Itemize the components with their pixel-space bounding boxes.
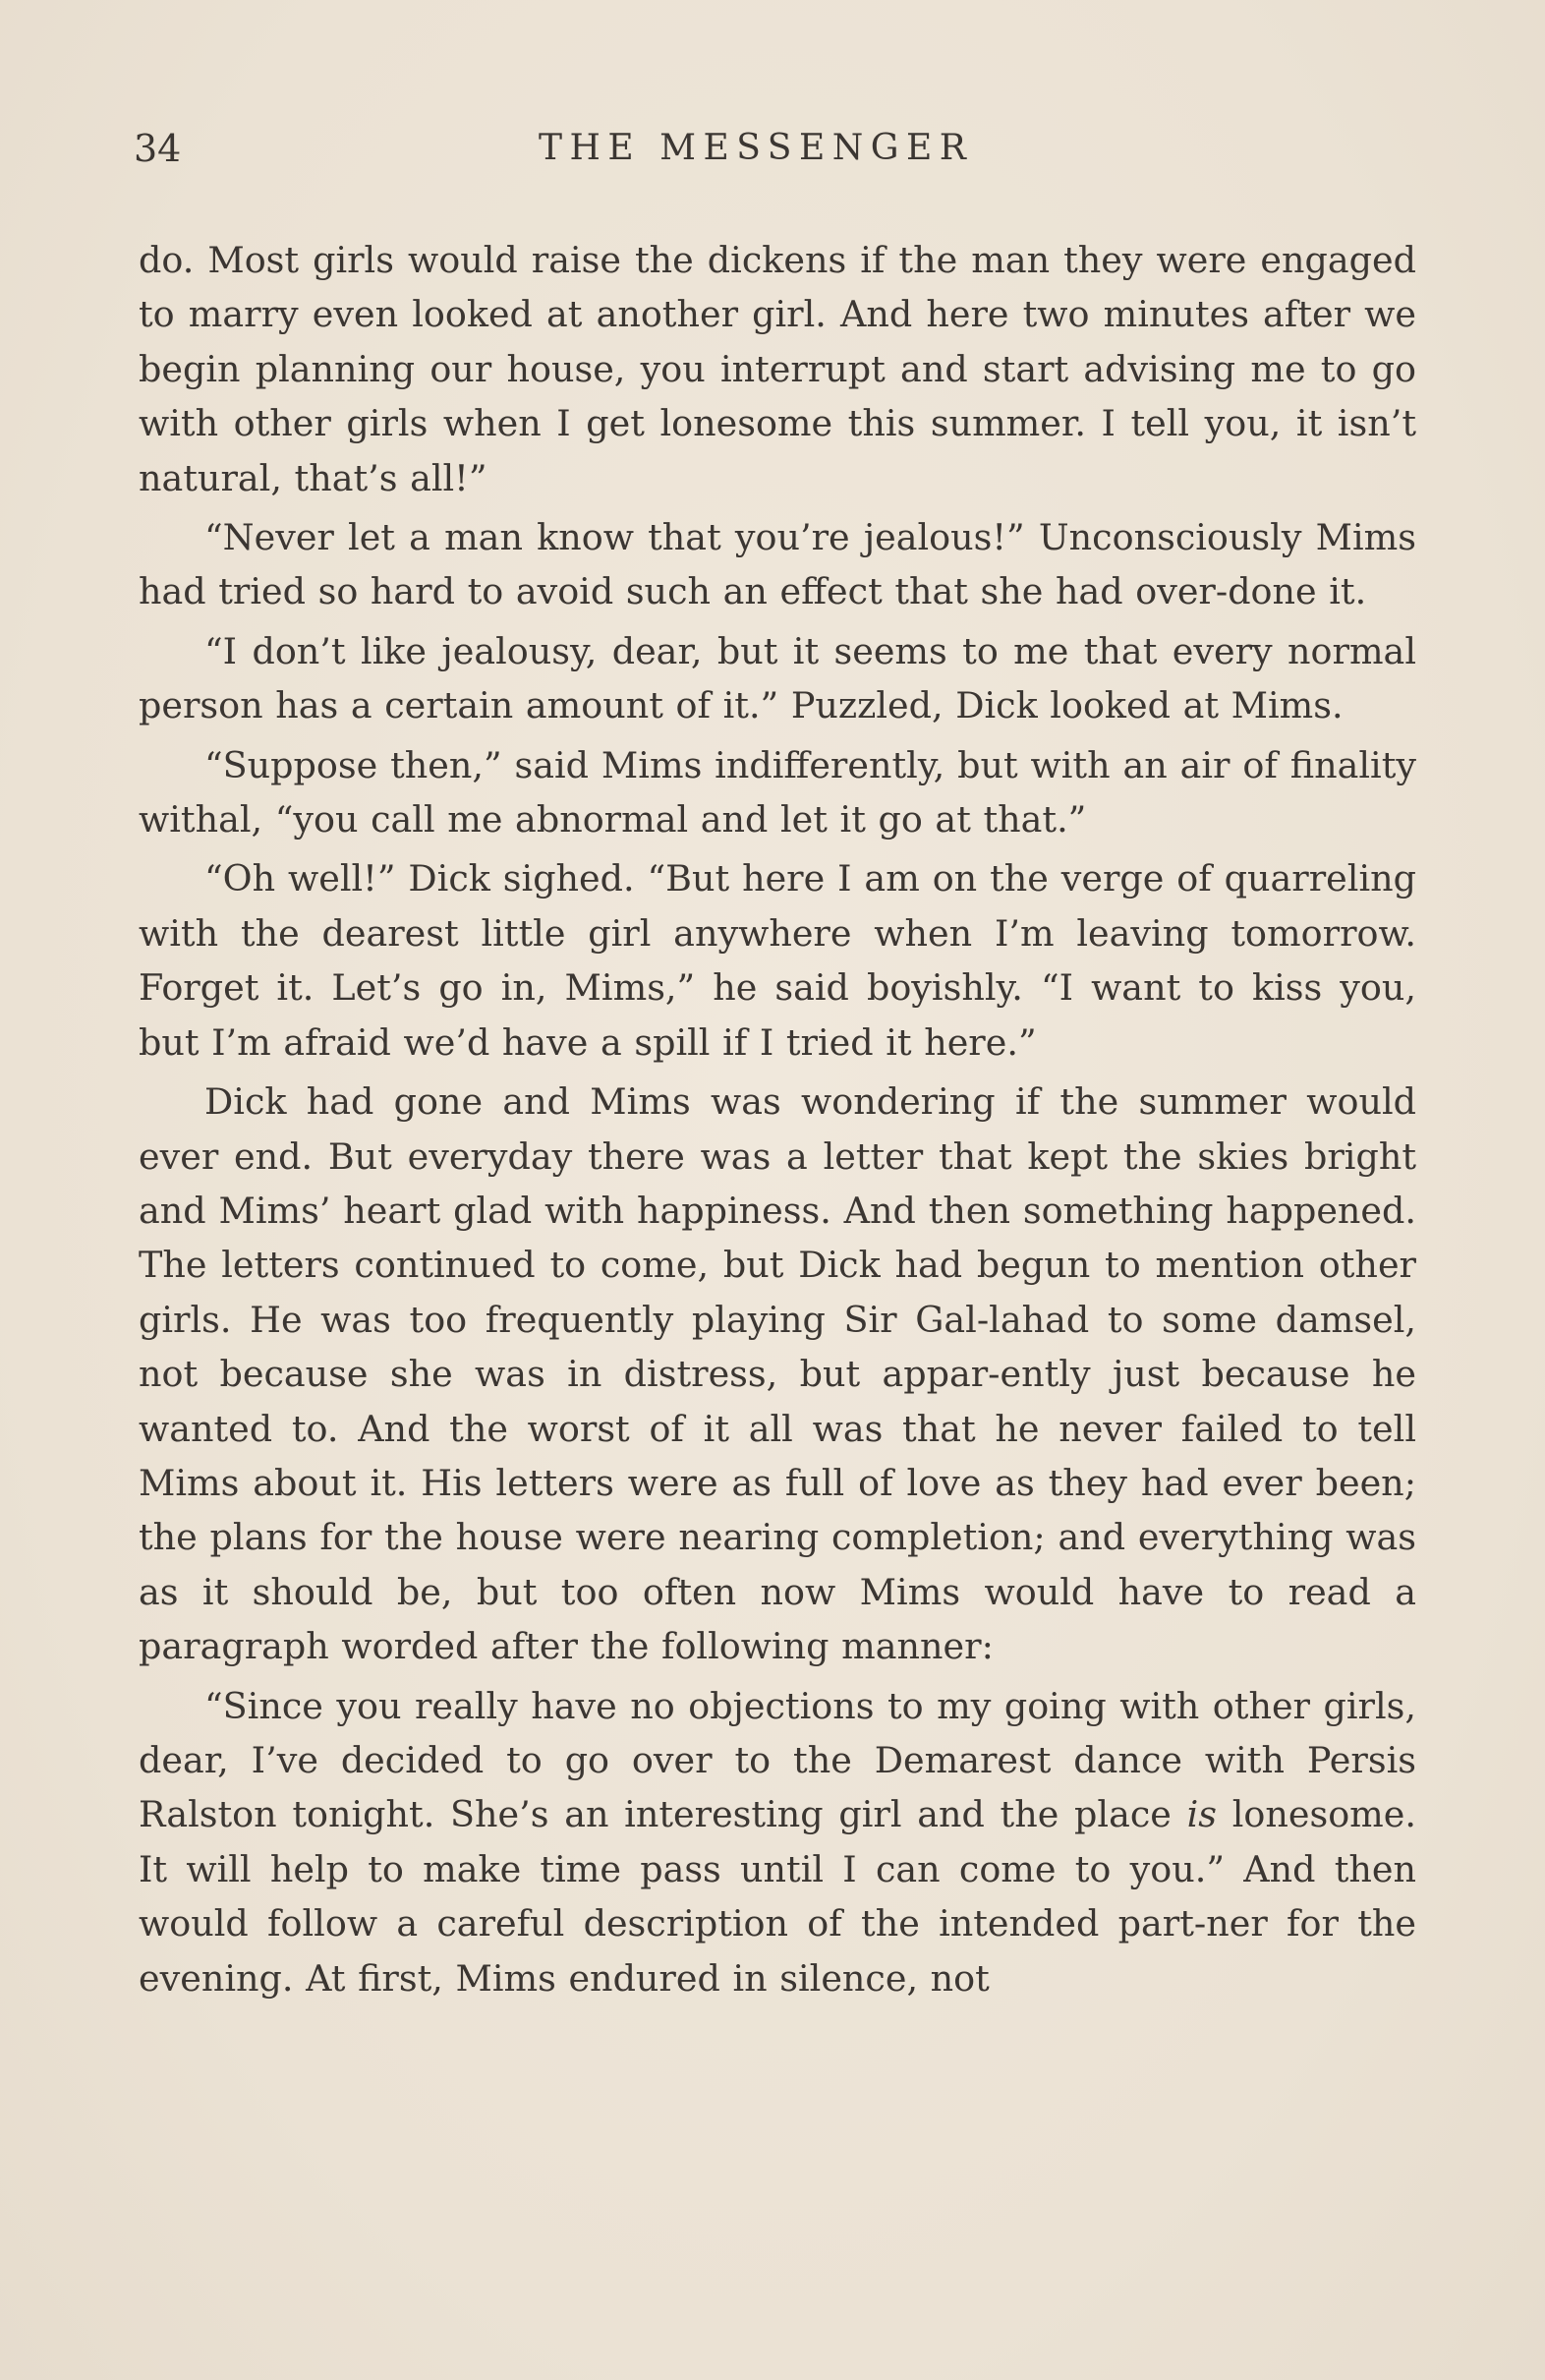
paragraph: “Never let a man know that you’re jealous!” Unconsciously Mims had tried so hard to avoid such an effect that she had over-done it.: [139, 516, 1416, 613]
paragraph: “Suppose then,” said Mims indifferently, but with an air of finality withal, “you call me abnormal and let it go at that.”: [139, 743, 1416, 842]
paragraph: Dick had gone and Mims was wondering if the summer would ever end. But everyday there was a letter that kept the skies bright and Mims’ heart glad with happiness. And then something happened. The letters continued to come, but Dick had begun to mention other girls. He was too frequently playing Sir Gal-lahad to some damsel, not because she was in distress, but appar-ently just because he wanted to. And the worst of it all was that he never failed to tell Mims about it. His letters were as full of love as they had ever been; the plans for the house were nearing completion; and everything was as it should be, but too often now Mims would have to read a paragraph worded after the following manner:: [139, 1080, 1416, 1668]
page-header: [134, 124, 1421, 173]
paragraph: “I don’t like jealousy, dear, but it seems to me that every normal person has a certain amount of it.” Puzzled, Dick looked at Mims.: [139, 629, 1416, 727]
body-text: [139, 233, 1416, 2010]
running-head: THE MESSENGER: [539, 128, 974, 168]
page-number: 34: [134, 127, 182, 170]
paragraph: “Oh well!” Dick sighed. “But here I am on the verge of quarreling with the dearest little girl anywhere when I’m leaving tomorrow. Forget it. Let’s go in, Mims,” he said boyishly. “I want to kiss you, but I’m afraid we’d have a spill if I tried it here.”: [139, 857, 1416, 1064]
paragraph-last: [139, 1679, 1416, 2005]
text-run: “Since you really have no objections to my going with other girls, dear, I’ve decided to go over to the Demarest dance with Persis Ralston tonight. She’s an interesting girl and the place: [139, 1684, 1416, 1836]
emphasis-text: is: [1186, 1793, 1217, 1836]
text-run: lonesome. It will help to make time pass until I can come to you.” And then would follow a careful description of the intended part-ner for the evening. At first, Mims endured in silence, not: [139, 1793, 1416, 2000]
paragraph: do. Most girls would raise the dickens if the man they were engaged to marry even looked at another girl. And here two minutes after we begin planning our house, you interrupt and start advising me to go with other girls when I get lonesome this summer. I tell you, it isn’t natural, that’s all!”: [139, 239, 1416, 499]
